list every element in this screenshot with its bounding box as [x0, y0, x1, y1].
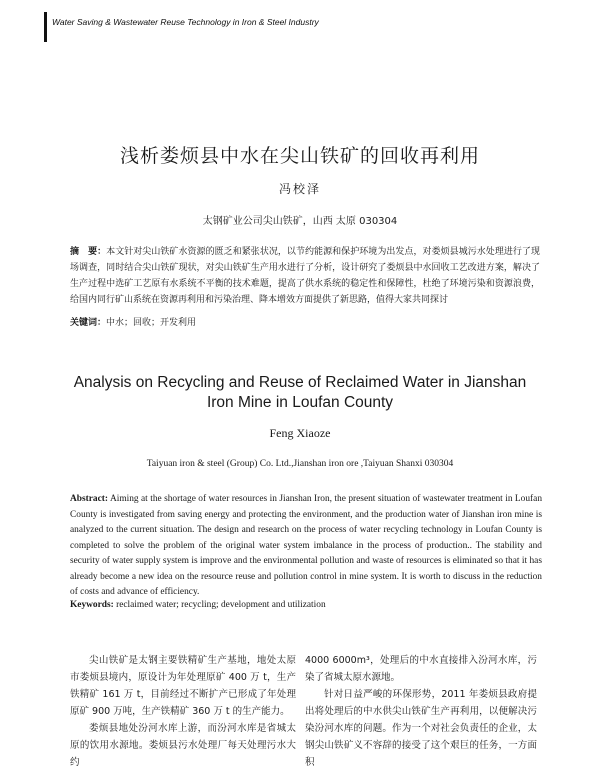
keywords-chinese-text: 中水；回收；开发利用: [106, 318, 197, 328]
keywords-english-text: reclaimed water; recycling; development and utilization: [116, 600, 326, 610]
body-column-right: [305, 652, 537, 771]
title-english-line2: Iron Mine in Loufan County: [206, 394, 394, 411]
title-english: [50, 373, 550, 413]
keywords-chinese-label: 关键词：: [70, 318, 107, 328]
title-chinese: 浅析娄烦县中水在尖山铁矿的回收再利用: [119, 145, 480, 167]
body-paragraph: 针对日益严峻的环保形势，2011 年娄烦县政府提出将处理后的中水供尖山铁矿生产再利用，以便解决污染汾河水库的问题。作为一个对社会负责任的企业，太钢尖山铁矿义不容辞的接受了这个艰巨的任务，一方面积: [305, 689, 537, 768]
affiliation-english: Taiyuan iron & steel (Group) Co. Ltd.,Jianshan iron ore ,Taiyuan Shanxi 030304: [146, 459, 454, 469]
abstract-chinese-text: 本文针对尖山铁矿水资源的匮乏和紧张状况，以节约能源和保护环境为出发点，对娄烦县城污水处理进行了现场调查，同时结合尖山铁矿现状，对尖山铁矿生产用水进行了分析，设计研究了娄烦县中水回收工艺改进方案，解决了生产过程中选矿工艺原有水系统不平衡的技术难题，提高了供水系统的稳定性和保障性，杜绝了环境污染和资源浪费，给国内同行矿山系统在资源再利用和污染治理、降本增效方面提供了新思路，值得大家共同探讨: [70, 247, 540, 305]
keywords-english-label: Keywords:: [70, 600, 114, 610]
abstract-english-text: Aiming at the shortage of water resources in Jianshan Iron, the present situation of wastewater treatment in Loufan County is investigated from saving energy and protecting the environment, and the production water of Jianshan iron mine is analyzed to the current situation. The design and research on the process of water recycling technology in Loufan County is completed to solve the problem of the original water system imbalance in the process of production.. The stability and security of water supply system is improve and the environmental pollution and waste of resources is eliminated so that it has already become a new idea on the resource reuse and pollution control in mine system. It is worth to discuss in the reduction of costs and advance of efficiency.: [70, 494, 543, 597]
body-column-left: [70, 652, 296, 771]
body-paragraph: 4000 6000m³，处理后的中水直接排入汾河水库，污染了省城太原水源地。: [305, 655, 537, 683]
header-rule: [44, 12, 47, 42]
abstract-english-label: Abstract:: [70, 494, 109, 504]
abstract-english: [70, 492, 542, 601]
keywords-chinese: [70, 315, 540, 328]
keywords-english: [70, 600, 542, 610]
title-english-line1: Analysis on Recycling and Reuse of Reclaimed Water in Jianshan: [73, 374, 527, 391]
abstract-chinese-label: 摘 要：: [70, 247, 107, 257]
author-chinese: 冯校泽: [278, 182, 321, 196]
body-paragraph: 尖山铁矿是太钢主要铁精矿生产基地，地处太原市娄烦县境内，原设计为年处理原矿 400 万 t，生产铁精矿 161 万 t，目前经过不断扩产已形成了年处理原矿 900 万吨，生产铁精矿 360 万 t 的生产能力。: [70, 655, 296, 717]
abstract-chinese: [70, 244, 540, 308]
running-header: Water Saving & Wastewater Reuse Technology in Iron & Steel Industry: [52, 17, 319, 27]
affiliation-chinese: 太钢矿业公司尖山铁矿，山西 太原 030304: [202, 216, 398, 227]
body-paragraph: 娄烦县地处汾河水库上游，而汾河水库是省城太原的饮用水源地。娄烦县污水处理厂每天处理污水大约: [70, 723, 296, 768]
author-english: Feng Xiaoze: [269, 426, 331, 440]
